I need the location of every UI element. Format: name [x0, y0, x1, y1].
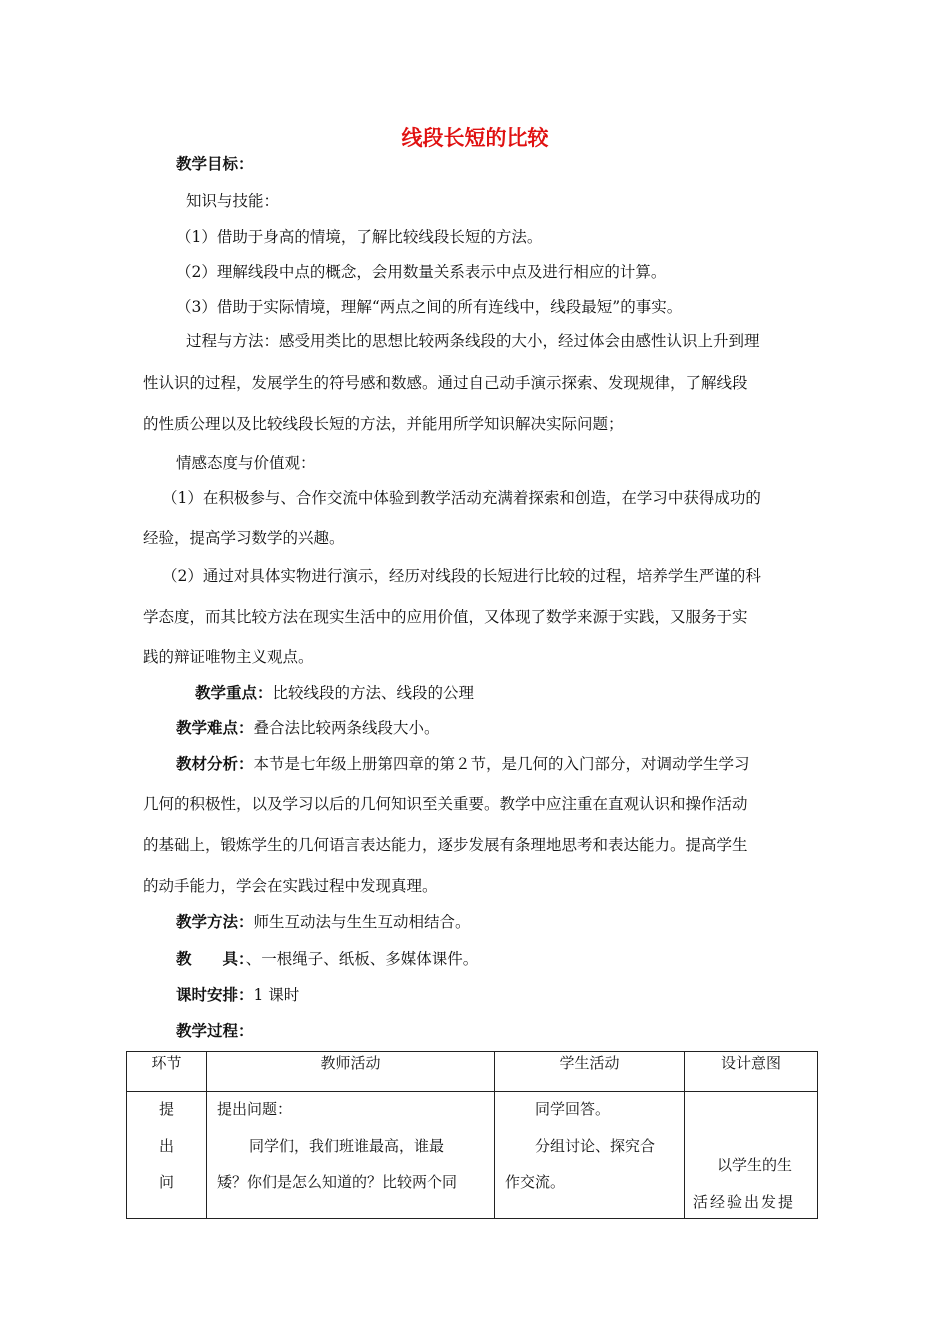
student-line-2: 分组讨论、探究合: [535, 1137, 656, 1155]
teacher-line-3: 矮？你们是怎么知道的？比较两个同: [217, 1173, 458, 1191]
difficulty-label: 教学难点：: [176, 719, 254, 737]
process-line-1: 过程与方法：感受用类比的思想比较两条线段的大小，经过体会由感性认识上升到理: [186, 332, 760, 350]
analysis-text-1: 本节是七年级上册第四章的第２节，是几何的入门部分，对调动学生学习: [253, 755, 750, 773]
key-points-label: 教学重点：: [195, 684, 273, 702]
header-student-activity: 学生活动: [495, 1052, 685, 1092]
teaching-tools: [176, 949, 478, 969]
emotion-item-1-line-1: （1）在积极参与、合作交流中体验到教学活动充满着探索和创造，在学习中获得成功的: [162, 489, 761, 507]
intent-line-1: 以学生的生: [717, 1156, 793, 1174]
knowledge-heading: 知识与技能：: [186, 192, 280, 210]
table-header-row: [127, 1052, 818, 1092]
analysis-line-1: [176, 754, 750, 774]
design-intent-cell: [685, 1092, 818, 1219]
stage-char: 提: [159, 1100, 175, 1118]
knowledge-item-1: （1）借助于身高的情境，了解比较线段长短的方法。: [176, 228, 543, 246]
stage-char: 问: [159, 1173, 175, 1191]
document-title: 线段长短的比较: [401, 126, 549, 150]
header-design-intent: 设计意图: [685, 1052, 818, 1092]
header-stage: 环节: [127, 1052, 207, 1092]
difficulty-text: 叠合法比较两条线段大小。: [253, 719, 440, 737]
key-points-text: 比较线段的方法、线段的公理: [272, 684, 475, 702]
student-line-1: 同学回答。: [535, 1100, 611, 1118]
analysis-line-4: 的动手能力，学会在实践过程中发现真理。: [143, 877, 438, 895]
intent-line-2: 活经验出发提: [693, 1193, 796, 1211]
teacher-line-1: 提出问题：: [217, 1100, 293, 1118]
header-teacher-activity: 教师活动: [207, 1052, 495, 1092]
tools-label: 教 具：: [176, 950, 246, 968]
teacher-line-2: 同学们，我们班谁最高，谁最: [249, 1137, 445, 1155]
key-points: [195, 683, 474, 703]
stage-cell: [127, 1092, 207, 1219]
schedule: [176, 985, 299, 1005]
procedure-table: [126, 1051, 818, 1219]
emotion-item-2-line-3: 践的辩证唯物主义观点。: [143, 648, 314, 666]
analysis-line-2: 几何的积极性，以及学习以后的几何知识至关重要。教学中应注重在直观认识和操作活动: [143, 795, 748, 813]
process-line-2: 性认识的过程，发展学生的符号感和数感。通过自己动手演示探索、发现规律，了解线段: [143, 374, 748, 392]
method-label: 教学方法：: [176, 913, 254, 931]
procedure-heading: 教学过程：: [176, 1022, 254, 1040]
teaching-method: [176, 912, 471, 932]
emotion-item-1-line-2: 经验，提高学习数学的兴趣。: [143, 529, 345, 547]
knowledge-item-2: （2）理解线段中点的概念，会用数量关系表示中点及进行相应的计算。: [176, 263, 667, 281]
emotion-item-2-line-1: （2）通过对具体实物进行演示，经历对线段的长短进行比较的过程，培养学生严谨的科: [162, 567, 761, 585]
analysis-label: 教材分析：: [176, 755, 254, 773]
student-activity-cell: [495, 1092, 685, 1219]
objectives-heading: 教学目标：: [176, 155, 254, 173]
method-text: 师生互动法与生生互动相结合。: [253, 913, 471, 931]
tools-text: 、一根绳子、纸板、多媒体课件。: [245, 950, 479, 968]
stage-char: 出: [159, 1137, 175, 1155]
emotion-heading: 情感态度与价值观：: [176, 454, 316, 472]
process-line-3: 的性质公理以及比较线段长短的方法，并能用所学知识解决实际问题；: [143, 415, 624, 433]
student-line-3: 作交流。: [505, 1173, 566, 1191]
table-row: [127, 1092, 818, 1219]
difficulty: [176, 718, 440, 738]
knowledge-item-3: （3）借助于实际情境，理解“两点之间的所有连线中，线段最短”的事实。: [176, 298, 683, 316]
analysis-line-3: 的基础上，锻炼学生的几何语言表达能力，逐步发展有条理地思考和表达能力。提高学生: [143, 836, 748, 854]
emotion-item-2-line-2: 学态度，而其比较方法在现实生活中的应用价值，又体现了数学来源于实践，又服务于实: [143, 608, 748, 626]
teacher-activity-cell: [207, 1092, 495, 1219]
schedule-text: 1 课时: [253, 986, 300, 1004]
schedule-label: 课时安排：: [176, 986, 254, 1004]
